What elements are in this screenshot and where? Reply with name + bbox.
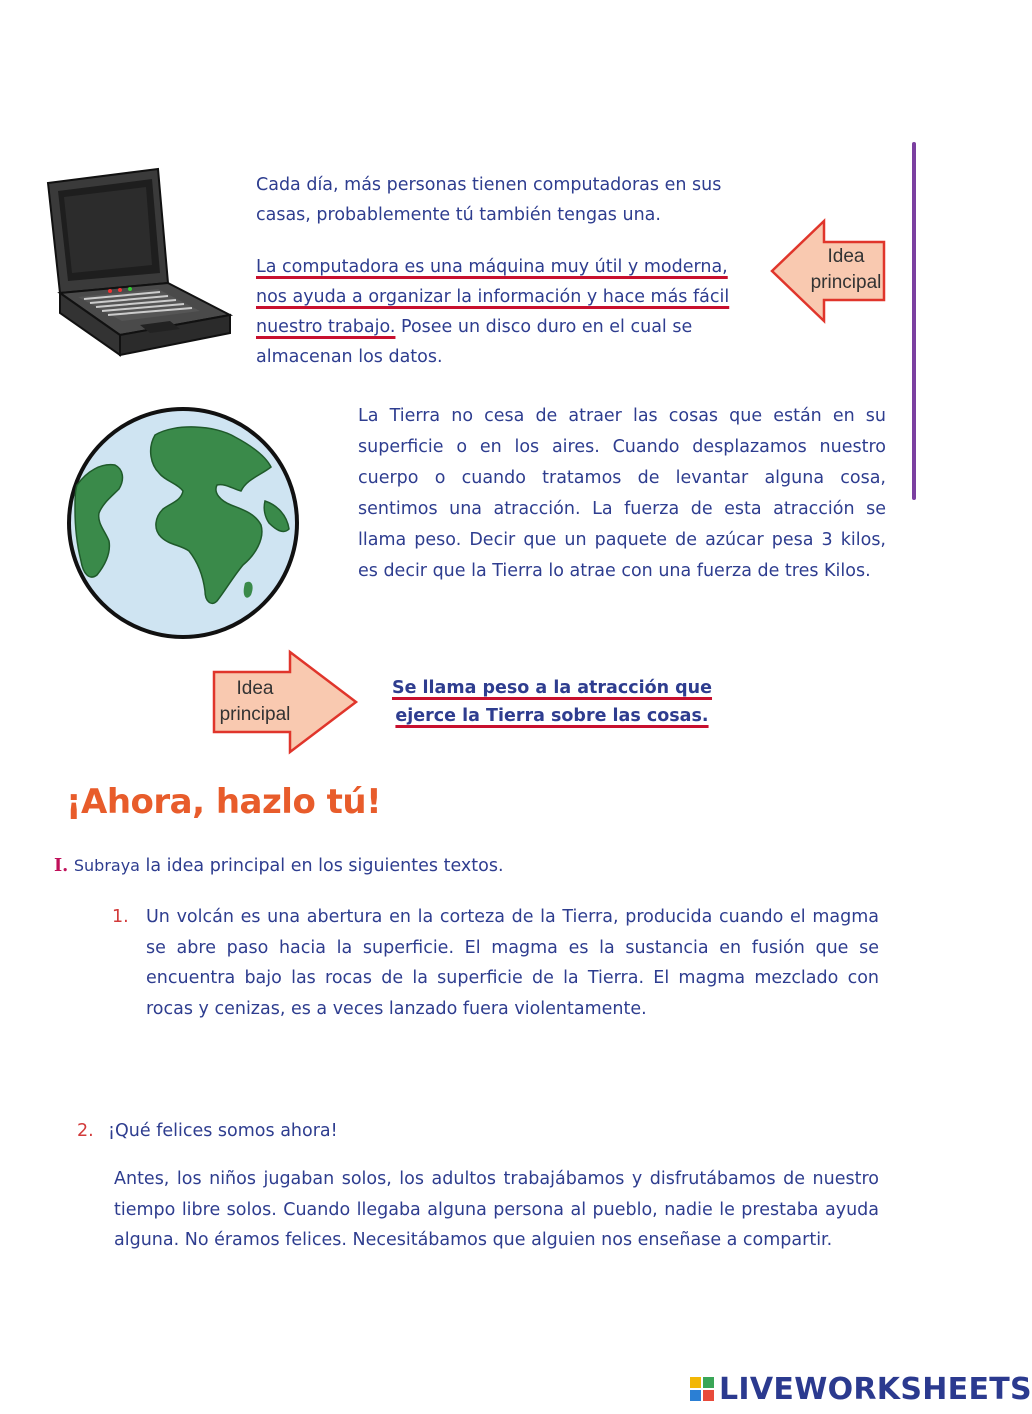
liveworksheets-logo-icon — [690, 1377, 714, 1401]
liveworksheets-logo — [690, 1372, 1032, 1406]
vertical-divider — [912, 142, 916, 500]
weight-main-idea — [372, 674, 732, 730]
item-1-number: 1. — [112, 907, 129, 927]
instruction-numeral: I. — [54, 856, 69, 876]
arrow-label-line1: Idea — [236, 678, 274, 699]
arrow-label-line2: principal — [219, 704, 291, 725]
computer-main-paragraph — [256, 252, 741, 372]
main-idea-arrow-left — [768, 218, 888, 324]
item-2-number: 2. — [77, 1121, 94, 1141]
item-2-text: Antes, los niños jugaban solos, los adultos trabajábamos y disfrutábamos de nuestro tiempo libre solos. Cuando llegaba alguna persona al pueblo, nadie le prestaba ayuda alguna. No éramos felices. Necesitábamos que alguien nos enseñase a compartir. — [114, 1169, 879, 1250]
computer-main-idea: La computadora es una máquina muy útil y moderna, nos ayuda a organizar la información y hace más fácil nuestro trabajo. — [256, 257, 730, 337]
activity-instruction — [54, 851, 754, 881]
item-2-title: ¡Qué felices somos ahora! — [108, 1121, 338, 1141]
arrow-label-line1: Idea — [827, 246, 865, 267]
arrow-label-line2: principal — [810, 272, 882, 293]
computer-intro-paragraph: Cada día, más personas tienen computadoras en sus casas, probablemente tú también tengas una. — [256, 175, 722, 225]
weight-main-idea-line1: Se llama peso a la atracción que — [391, 678, 713, 698]
activity-heading: ¡Ahora, hazlo tú! — [66, 782, 382, 822]
item-1-text: Un volcán es una abertura en la corteza de la Tierra, producida cuando el magma se abre paso hacia la superficie. El magma es la sustancia en fusión que se encuentra bajo las rocas de la superficie de la Tierra. El magma mezclado con rocas y cenizas, es a veces lanzado fuera violentamente. — [146, 907, 879, 1019]
earth-paragraph: La Tierra no cesa de atraer las cosas que están en su superficie o en los aires. Cuando desplazamos nuestro cuerpo o cuando tratamos de levantar alguna cosa, sentimos una atracción. La fuerza de esta atracción se llama peso. Decir que un paquete de azúcar pesa 3 kilos, es decir que la Tierra lo atrae con una fuerza de tres Kilos. — [358, 406, 886, 581]
earth-globe-illustration — [65, 405, 301, 641]
instruction-verb: Subraya — [73, 856, 140, 875]
laptop-illustration — [40, 165, 240, 370]
computer-detail: Posee un disco duro en el cual se almacenan los datos. — [256, 317, 693, 367]
instruction-rest: la idea principal en los siguientes textos. — [139, 856, 504, 876]
liveworksheets-brand: LIVEWORKSHEETS — [719, 1371, 1032, 1407]
main-idea-arrow-right — [210, 650, 360, 754]
weight-main-idea-line2: ejerce la Tierra sobre las cosas. — [395, 706, 709, 726]
